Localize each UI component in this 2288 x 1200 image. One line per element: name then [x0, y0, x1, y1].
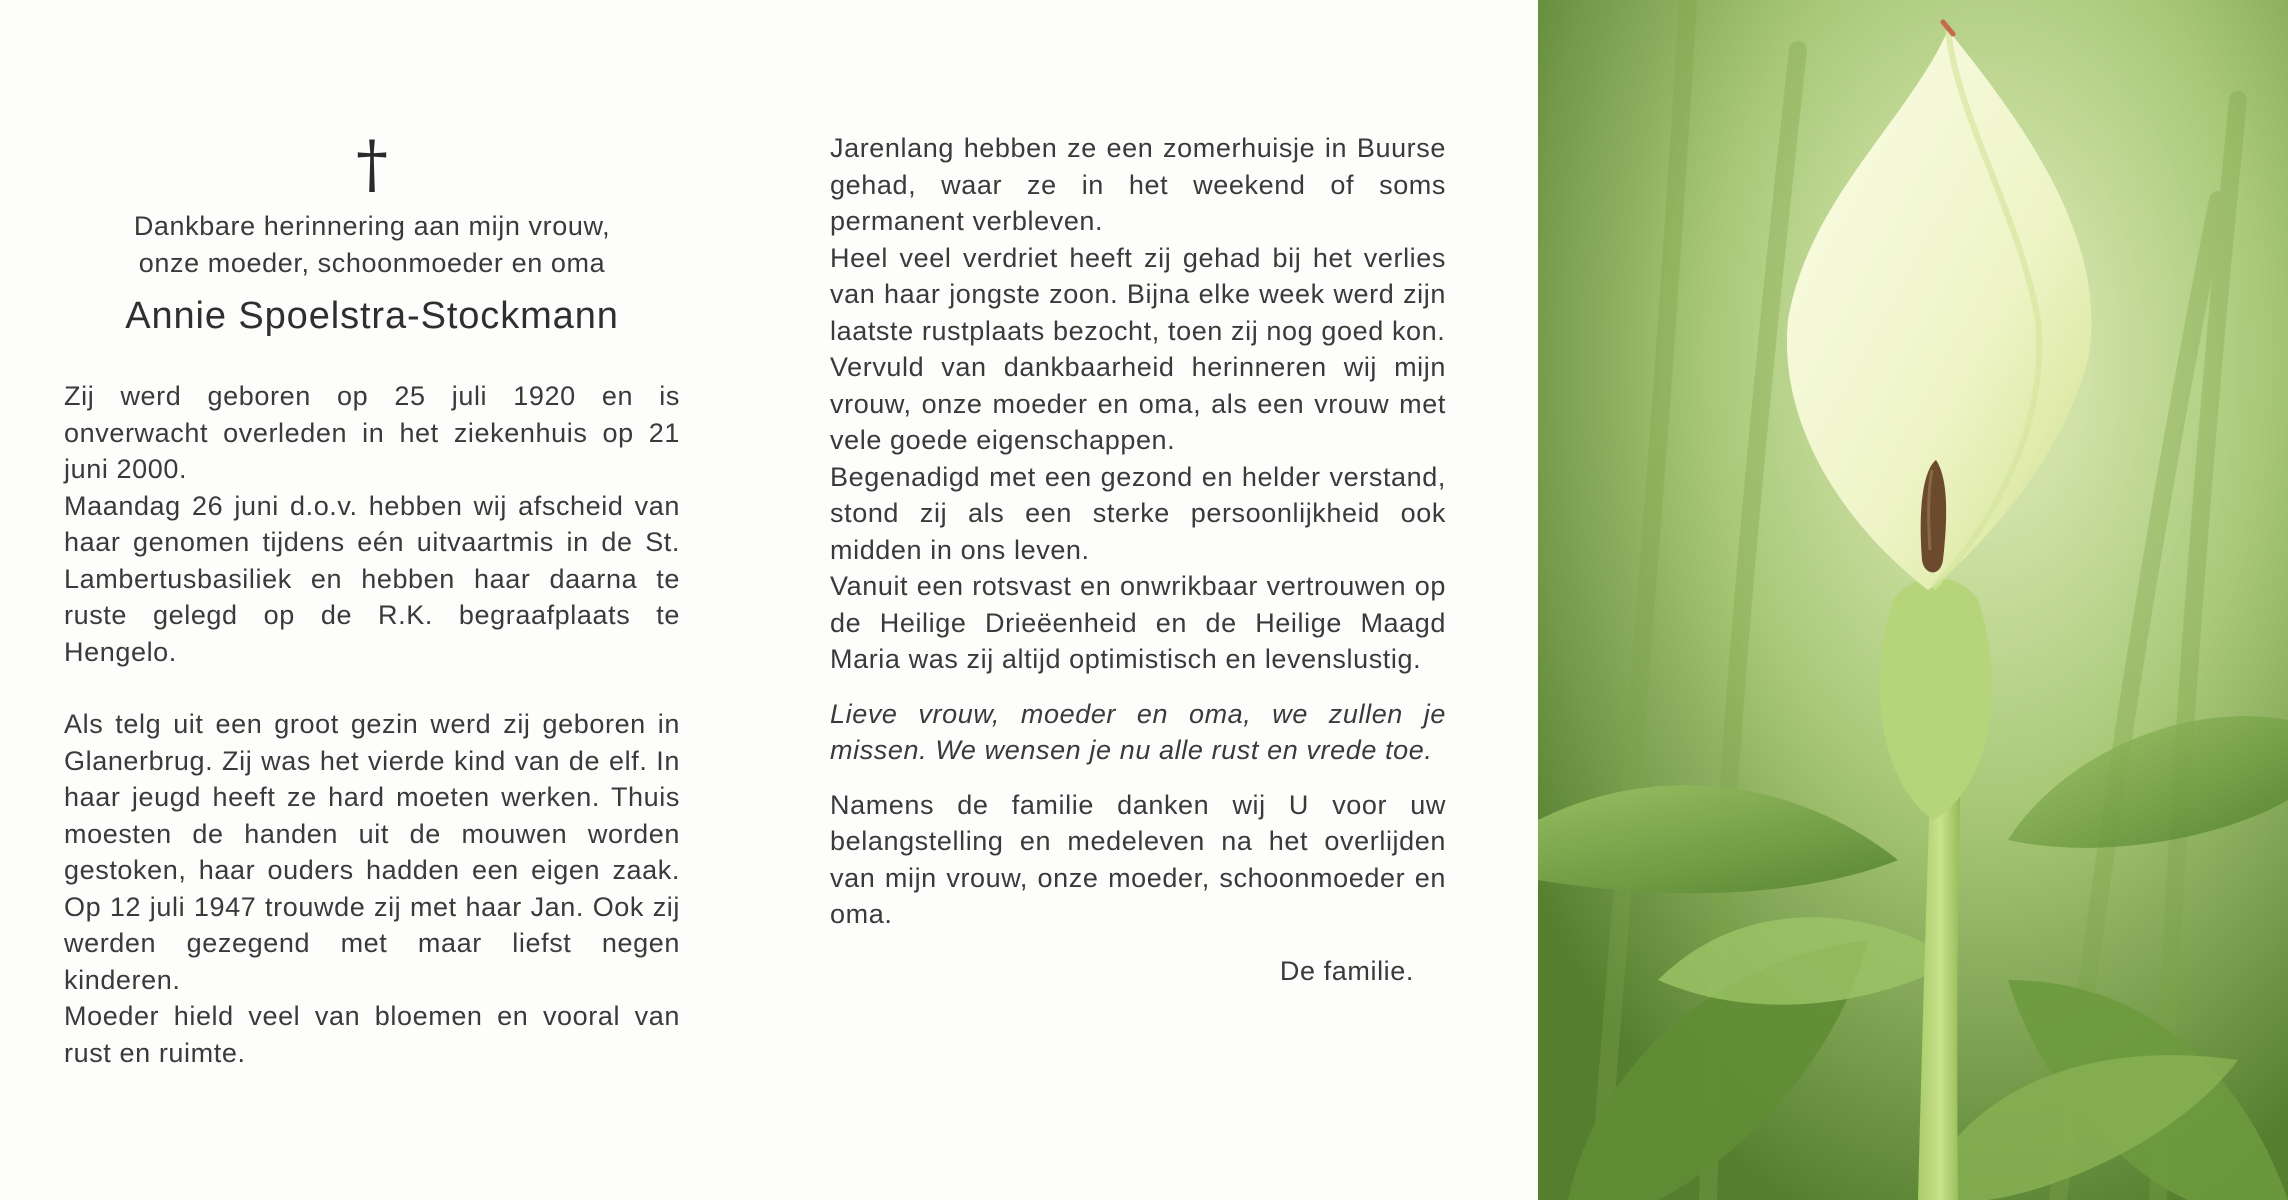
paragraph-character: Begenadigd met een gezond en helder verstand, stond zij als een sterke persoonlijkheid ook midden in ons leven.: [830, 461, 1446, 565]
intro-line: onze moeder, schoonmoeder en oma: [138, 248, 606, 278]
paragraph-faith: Vanuit een rotsvast en onwrikbaar vertrouwen op de Heilige Drieëenheid en de Heilige Maagd Maria was zij altijd optimistisch en levenslustig.: [830, 571, 1446, 674]
paragraph-family: Als telg uit een groot gezin werd zij geboren in Glanerbrug. Zij was het vierde kind van de elf. In haar jeugd heeft ze hard moeten werken. Thuis moesten de handen uit de mouwen worden gestoken, haar ouders hadden een eigen zaak. Op 12 juli 1947 trouwde zij met haar Jan. Ook zij werden gezegend met maar liefst negen kinderen.: [64, 709, 680, 995]
left-panel: [64, 130, 680, 1071]
signature: De familie.: [1279, 955, 1414, 986]
paragraph-gratitude: Vervuld van dankbaarheid herinneren wij mijn vrouw, onze moeder en oma, als een vrouw met vele goede eigenschappen.: [830, 352, 1446, 455]
intro-line: Dankbare herinnering aan mijn vrouw,: [133, 211, 611, 241]
cross-icon: †: [356, 128, 388, 202]
arum-lily-photo: [1538, 0, 2288, 1200]
paragraph-flowers: Moeder hield veel van bloemen en vooral van rust en ruimte.: [64, 1001, 680, 1068]
deceased-name: Annie Spoelstra-Stockmann: [125, 295, 619, 337]
paragraph-birth-death: Zij werd geboren op 25 juli 1920 en is onverwacht overleden in het ziekenhuis op 21 juni 2000.: [64, 381, 680, 484]
middle-panel: [830, 130, 1446, 989]
paragraph-thanks: Namens de familie danken wij U voor uw belangstelling en medeleven na het overlijden van mijn vrouw, onze moeder, schoonmoeder en oma.: [830, 789, 1446, 929]
paragraph-grief: Heel veel verdriet heeft zij gehad bij het verlies van haar jongste zoon. Bijna elke week werd zijn laatste rustplaats bezocht, toen zij nog goed kon.: [830, 242, 1446, 346]
paragraph-summerhouse: Jarenlang hebben ze een zomerhuisje in Buurse gehad, waar ze in het weekend of soms permanent verbleven.: [830, 133, 1446, 236]
paragraph-farewell: Lieve vrouw, moeder en oma, we zullen je missen. We wensen je nu alle rust en vrede toe.: [830, 698, 1446, 765]
paragraph-funeral: Maandag 26 juni d.o.v. hebben wij afscheid van haar genomen tijdens eén uitvaartmis in de St. Lambertusbasiliek en hebben haar daarna te ruste gelegd op de R.K. begraafplaats te Hengelo.: [64, 490, 680, 667]
intro-text: [64, 208, 680, 282]
lily-illustration: [1538, 0, 2288, 1200]
